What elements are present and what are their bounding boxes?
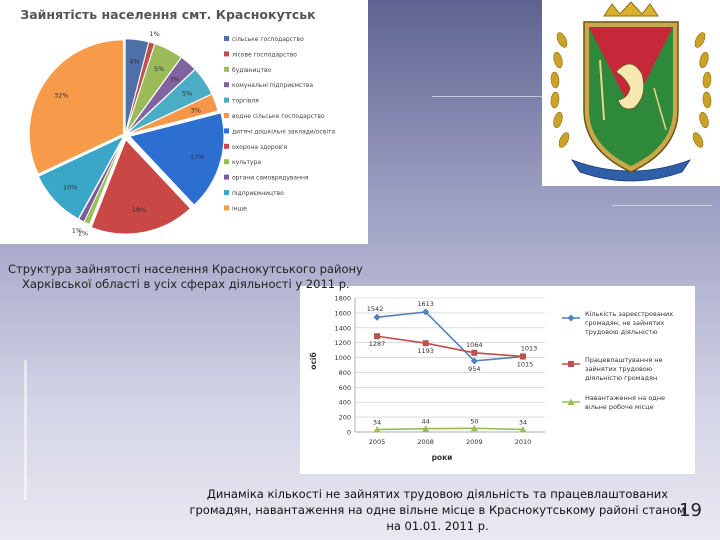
y-tick-label: 1000 xyxy=(334,354,351,363)
x-tick-label: 2008 xyxy=(417,438,434,446)
pie-legend-swatch xyxy=(224,113,229,118)
pie-legend-swatch xyxy=(224,82,229,87)
line-data-label: 1064 xyxy=(466,340,483,349)
pie-data-label: 32% xyxy=(54,91,69,100)
line-caption-line-2: громадян, навантаження на одне вільне місце в Краснокутському районі станом xyxy=(189,503,686,517)
line-legend-label: Працевлаштування не зайнятих трудовою діяльністю громадян xyxy=(585,356,663,382)
line-marker xyxy=(423,340,429,346)
line-marker xyxy=(568,315,575,322)
pie-data-label: 3% xyxy=(190,106,201,115)
decorative-line xyxy=(24,360,27,500)
decorative-line xyxy=(612,205,712,206)
pie-data-label: 1% xyxy=(77,229,89,238)
line-legend-label: Навантаження на одне вільне робоче місце xyxy=(585,394,666,411)
pie-data-label: 1% xyxy=(71,226,83,235)
line-data-label: 1015 xyxy=(516,360,534,369)
pie-caption-line-1: Структура зайнятості населення Краснокутського району xyxy=(8,262,363,276)
pie-legend-label: органи самоврядування xyxy=(232,174,309,182)
line-data-label: 50 xyxy=(470,417,479,426)
y-tick-label: 200 xyxy=(338,413,351,422)
pie-data-label: 1% xyxy=(149,30,160,39)
line-data-label: 1613 xyxy=(417,299,434,308)
pie-legend-swatch xyxy=(224,128,229,133)
line-data-label: 34 xyxy=(518,418,528,427)
pie-caption-line-2: Харківської області в усіх сферах діяльності у 2011 р. xyxy=(22,277,350,291)
pie-legend-swatch xyxy=(224,51,229,56)
x-tick-label: 2010 xyxy=(514,438,532,446)
pie-legend-label: сільське господарство xyxy=(232,36,304,43)
line-data-label: 1193 xyxy=(417,347,434,356)
pie-legend-label: водне сільське господарство xyxy=(232,113,325,120)
line-marker xyxy=(568,361,574,367)
y-tick-label: 1400 xyxy=(334,324,351,333)
line-series-path xyxy=(377,312,523,361)
line-caption-line-1: Динаміка кількості не зайнятих трудовою діяльність та працевлаштованих xyxy=(206,487,669,501)
pie-data-label: 5% xyxy=(182,89,193,98)
line-marker xyxy=(520,353,526,359)
line-chart xyxy=(300,286,695,474)
line-caption-line-3: на 01.01. 2011 р. xyxy=(386,519,489,533)
pie-legend-swatch xyxy=(224,190,229,195)
line-data-label: 954 xyxy=(468,364,481,373)
y-tick-label: 0 xyxy=(346,428,351,437)
y-axis-label: осіб xyxy=(309,352,318,370)
pie-data-label: 10% xyxy=(62,183,78,192)
line-caption xyxy=(165,486,710,534)
pie-legend-label: культура xyxy=(232,159,262,167)
y-tick-label: 600 xyxy=(338,383,351,392)
pie-legend-swatch xyxy=(224,205,229,210)
pie-data-label: 4% xyxy=(129,57,140,66)
pie-legend-label: охорона здоров'я xyxy=(232,143,288,151)
line-data-label: 1542 xyxy=(366,305,384,314)
pie-legend-label: лісове господарство xyxy=(232,51,297,59)
pie-legend-label: торгівля xyxy=(232,97,259,105)
pie-data-label: 17% xyxy=(189,152,205,161)
y-tick-label: 1200 xyxy=(334,339,351,348)
line-data-label: 1013 xyxy=(520,344,538,353)
pie-chart-title: Зайнятість населення смт. Краснокутськ xyxy=(20,7,316,22)
y-tick-label: 400 xyxy=(338,398,351,407)
pie-caption xyxy=(8,262,388,292)
pie-legend-label: дитячі дошкільні заклади/освіта xyxy=(232,128,336,136)
line-marker xyxy=(374,314,381,321)
coat-of-arms-panel xyxy=(542,0,720,186)
pie-legend-swatch xyxy=(224,144,229,149)
y-tick-label: 1600 xyxy=(334,309,351,318)
x-tick-label: 2005 xyxy=(368,438,386,446)
coat-of-arms-image xyxy=(542,0,720,186)
pie-data-label: 3% xyxy=(169,75,180,84)
x-axis-label: роки xyxy=(431,453,453,462)
line-data-label: 34 xyxy=(372,418,382,427)
pie-legend-swatch xyxy=(224,98,229,103)
line-data-label: 44 xyxy=(421,417,430,426)
line-chart-panel xyxy=(300,286,695,474)
line-marker xyxy=(471,350,477,356)
pie-legend-label: підприємництво xyxy=(232,190,284,197)
line-series-path xyxy=(377,336,523,356)
pie-legend-label: будівництво xyxy=(232,66,272,74)
pie-chart-panel xyxy=(0,0,368,244)
line-marker xyxy=(374,333,380,339)
x-tick-label: 2009 xyxy=(466,438,483,446)
line-series-path xyxy=(377,428,523,429)
line-legend-label: Кількість зареєстрованих громадян, не зайнятих трудовою діяльністю xyxy=(585,310,674,336)
pie-legend-swatch xyxy=(224,36,229,41)
slide-number: 19 xyxy=(679,500,702,521)
pie-data-label: 5% xyxy=(153,64,165,73)
pie-legend-swatch xyxy=(224,159,229,164)
y-tick-label: 800 xyxy=(338,368,351,377)
pie-chart xyxy=(0,0,368,244)
pie-legend-swatch xyxy=(224,175,229,180)
line-data-label: 1287 xyxy=(368,340,386,349)
pie-legend-label: комунальні підприємства xyxy=(232,82,314,90)
pie-data-label: 18% xyxy=(131,205,147,214)
pie-legend-swatch xyxy=(224,67,229,72)
pie-legend-label: інше xyxy=(232,205,247,213)
y-tick-label: 1800 xyxy=(334,294,351,303)
